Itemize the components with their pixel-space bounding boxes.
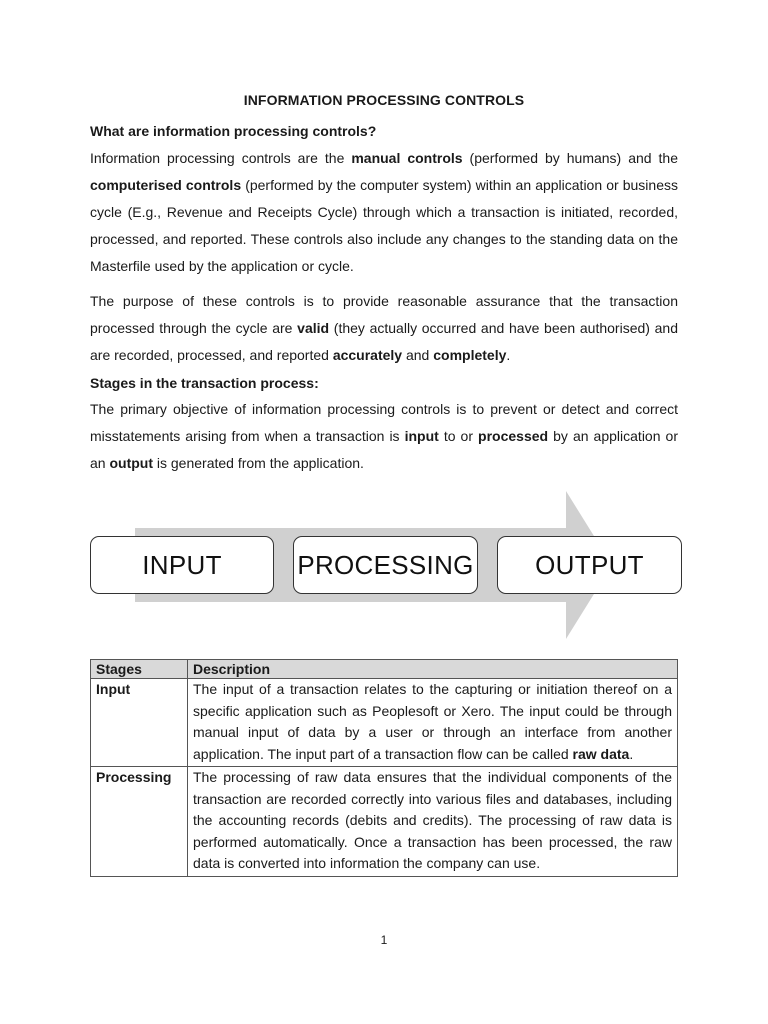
text-run: to or [438,428,479,444]
table-header-description: Description [188,660,678,679]
paragraph-definition [90,145,678,280]
bold-term-valid: valid [297,320,330,336]
text-run: Information processing controls are the [90,150,352,166]
text-run: The purpose of these controls is to provide reasonable assurance that the transaction processed through the cycle are [90,293,678,336]
table-row [91,679,678,767]
bold-term-input: input [404,428,439,444]
bold-term-computerised-controls: computerised controls [90,177,242,193]
text-run: The processing of raw data ensures that the individual components of the transaction are recorded correctly into various files and databases, including the accounting records (debits and credits). The processing of raw data is performed automatically. Once a transaction has been processed, the raw data is converted into information the company can use. [193,769,672,871]
bold-term-accurately: accurately [332,347,403,363]
section-heading-what-are: What are information processing controls? [90,123,377,139]
table-cell-description [188,767,678,877]
table-header-row [91,660,678,679]
text-run: . [629,745,634,762]
section-heading-stages: Stages in the transaction process: [90,375,319,391]
bold-term-raw-data: raw data [572,745,630,762]
process-flow-diagram [0,488,768,643]
text-run: is generated from the application. [153,455,364,471]
text-run: The input of a transaction relates to the capturing or initiation thereof on a specific application such as Peoplesoft or Xero. The input could be through manual input of data by a user or through an interface from another application. The input part of a transaction flow can be called [193,681,672,762]
text-run: and [402,347,434,363]
stages-table [90,659,678,877]
text-run: (performed by humans) and the [462,150,678,166]
bold-term-processed: processed [478,428,549,444]
text-run: (performed by the computer system) within an application or business cycle (E.g., Revenue and Receipts Cycle) through which a transaction is initiated, recorded, processed, and reported. These controls also include any changes to the standing data on the Masterfile used by the application or cycle. [90,177,678,274]
paragraph-purpose [90,288,678,369]
bold-term-output: output [109,455,153,471]
document-title: INFORMATION PROCESSING CONTROLS [243,92,525,108]
text-run: . [506,347,511,363]
paragraph-objective [90,396,678,477]
flow-box-input: INPUT [90,536,274,594]
text-run: by an application or an [90,428,678,471]
text-run: The primary objective of information processing controls is to prevent or detect and correct misstatements arising from when a transaction is [90,401,678,444]
page-number: 1 [380,933,388,947]
bold-term-manual-controls: manual controls [351,150,463,166]
bold-term-completely: completely [433,347,507,363]
table-cell-description [188,679,678,767]
table-cell-stage: Input [91,679,188,767]
table-row [91,767,678,877]
flow-box-processing: PROCESSING [293,536,478,594]
text-run: (they actually occurred and have been authorised) and are recorded, processed, and reported [90,320,678,363]
flow-box-output: OUTPUT [497,536,682,594]
table-header-stages: Stages [91,660,188,679]
table-cell-stage: Processing [91,767,188,877]
